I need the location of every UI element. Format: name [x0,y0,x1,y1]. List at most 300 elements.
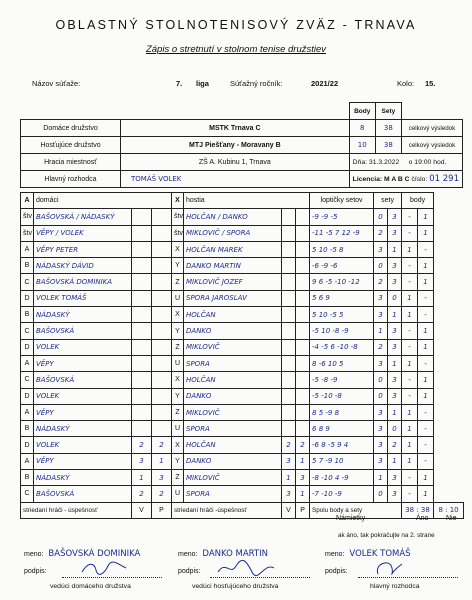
row-spacer [434,437,464,453]
row-sets-away: 3 [388,274,402,290]
row-spacer [434,404,464,420]
row-points-home: - [402,372,418,388]
objections-label: Námietky [336,515,366,522]
table-row [21,470,464,486]
row-sets-away: 0 [388,290,402,306]
row-away-letter: štv [172,225,184,241]
row-home-sub-p [152,241,172,257]
row-away-player: MIKLOVIČ JOZEF [184,274,282,290]
row-away-player: DANKO MARTIN [184,258,282,274]
row-home-sub-v [132,339,152,355]
row-sets-away: 1 [388,307,402,323]
total-label: Spolu body a sety [310,502,402,518]
row-set-balls: -5 10 -8 -9 [310,323,374,339]
row-away-sub-p [296,339,310,355]
row-sets-away: 1 [388,241,402,257]
row-sets-away: 1 [388,404,402,420]
row-spacer [434,470,464,486]
row-away-sub-v [282,290,296,306]
row-sets-away: 3 [388,388,402,404]
home-substitutes-label: striedaní hráči - úspešnosť [21,502,132,518]
table-row [21,258,464,274]
row-points-away: - [418,404,434,420]
row-set-balls: -5 -8 -9 [310,372,374,388]
row-home-sub-v [132,274,152,290]
row-home-sub-v [132,372,152,388]
row-away-sub-p [296,388,310,404]
row-away-sub-v: 1 [282,470,296,486]
away-signature-line [210,577,310,578]
row-home-player: VĚPY [34,355,132,371]
row-sets-home: 3 [374,241,388,257]
row-home-sub-v [132,209,152,225]
row-away-sub-v [282,388,296,404]
row-spacer [434,372,464,388]
row-home-sub-p [152,307,172,323]
row-sets-home: 3 [374,307,388,323]
row-sets-away: 1 [388,453,402,469]
row-home-sub-p: 2 [152,486,172,502]
row-points-home: - [402,258,418,274]
row-spacer [434,307,464,323]
table-row [21,274,464,290]
row-home-sub-p [152,258,172,274]
row-home-letter: štv [21,225,34,241]
away-body-score: 10 [349,137,375,154]
row-sets-away: 3 [388,225,402,241]
row-away-sub-v [282,355,296,371]
row-home-player: BAŠOVSKÁ [34,372,132,388]
row-spacer [434,486,464,502]
row-home-letter: A [21,355,34,371]
row-away-letter: Z [172,339,184,355]
row-home-player: VĚPY [34,404,132,420]
competition-meta [0,79,472,91]
row-home-sub-v: 3 [132,453,152,469]
row-away-sub-p [296,209,310,225]
row-sets-home: 3 [374,290,388,306]
row-away-sub-v [282,258,296,274]
col-balls-header: loptičky setov [310,193,374,209]
row-away-letter: X [172,307,184,323]
row-set-balls: 5 7 -9 10 [310,453,374,469]
row-points-away: 1 [418,258,434,274]
date-label: Dňa: [352,158,368,166]
row-home-player: BAŠOVSKÁ [34,323,132,339]
row-away-sub-p [296,274,310,290]
row-set-balls: 9 6 -5 -10 -12 [310,274,374,290]
row-spacer [434,421,464,437]
row-spacer [434,339,464,355]
row-set-balls: 6 8 9 [310,421,374,437]
table-row [21,307,464,323]
row-points-home: - [402,225,418,241]
table-row [21,437,464,453]
referee-role: hlavný rozhodca [370,583,420,590]
row-spacer [434,290,464,306]
row-sets-home: 3 [374,421,388,437]
row-sets-home: 2 [374,339,388,355]
row-points-away: 1 [418,274,434,290]
row-home-sub-p [152,404,172,420]
row-points-away: - [418,355,434,371]
row-points-away: 1 [418,209,434,225]
total-sets: 38 : 38 [402,502,434,518]
row-home-sub-v: 2 [132,437,152,453]
row-set-balls: -6 -9 -6 [310,258,374,274]
row-away-letter: Y [172,388,184,404]
table-row [21,225,464,241]
table-row [21,355,464,371]
referee-label: Hlavný rozhodca [21,171,121,188]
row-away-letter: X [172,241,184,257]
row-home-sub-v [132,241,152,257]
row-spacer [434,209,464,225]
date-time-cell [349,154,462,171]
row-away-sub-p [296,307,310,323]
row-points-away: 1 [418,339,434,355]
row-away-player: DANKO [184,323,282,339]
row-away-sub-p [296,355,310,371]
row-home-player: NÁDASKÝ [34,470,132,486]
row-home-letter: C [21,486,34,502]
table-row [21,241,464,257]
home-leader-role: vedúci domáceho družstva [50,583,131,590]
away-signature-scribble [216,558,276,578]
row-away-sub-p [296,404,310,420]
row-home-player: VĚPY / VOLEK [34,225,132,241]
row-sets-home: 1 [374,323,388,339]
row-away-letter: X [172,372,184,388]
row-away-player: HOLČAN [184,372,282,388]
row-points-home: - [402,339,418,355]
row-points-away: - [418,241,434,257]
row-home-letter: C [21,372,34,388]
row-home-sub-v: 2 [132,486,152,502]
row-points-away: - [418,421,434,437]
row-home-letter: D [21,290,34,306]
row-set-balls: -8 -10 4 -9 [310,470,374,486]
home-team-name: MSTK Trnava C [121,120,350,137]
row-home-letter: B [21,470,34,486]
row-points-away: 1 [418,470,434,486]
row-away-sub-v: 3 [282,486,296,502]
row-away-player: SPORA [184,421,282,437]
table-row [21,290,464,306]
row-home-sub-p [152,355,172,371]
row-away-sub-v [282,339,296,355]
row-home-sub-v [132,258,152,274]
row-points-away: 1 [418,225,434,241]
row-sets-home: 0 [374,209,388,225]
row-spacer [434,388,464,404]
away-leader-role: vedúci hosťujúceho družstva [192,583,279,590]
row-away-player: HOLČAN MAREK [184,241,282,257]
table-row [21,209,464,225]
row-away-letter: U [172,355,184,371]
col-x-header: X [172,193,184,209]
row-away-sub-p [296,323,310,339]
row-sets-home: 0 [374,388,388,404]
row-home-player: NÁDASKÝ [34,421,132,437]
row-away-player: MIKLOVIČ [184,404,282,420]
col-points-header: body [402,193,434,209]
row-home-letter: B [21,307,34,323]
row-home-player: VOLEK [34,339,132,355]
row-points-home: - [402,274,418,290]
row-away-sub-v: 3 [282,453,296,469]
row-points-home: - [402,388,418,404]
away-team-label: Hosťujúce družstvo [21,137,121,154]
row-home-sub-p: 3 [152,470,172,486]
match-rows [21,209,464,502]
referee-name: TOMÁŠ VOLEK [121,171,350,188]
row-away-letter: Z [172,470,184,486]
row-sets-away: 1 [388,355,402,371]
row-points-home: - [402,209,418,225]
row-points-home: 1 [402,241,418,257]
row-points-home: 1 [402,421,418,437]
row-away-player: HOLČAN / DANKO [184,209,282,225]
row-home-letter: B [21,258,34,274]
row-away-sub-v [282,225,296,241]
row-away-player: MIKLOVIČ [184,339,282,355]
row-home-letter: D [21,437,34,453]
row-away-letter: U [172,486,184,502]
row-home-sub-p [152,339,172,355]
objections-no[interactable]: Nie [446,515,457,522]
table-row [21,388,464,404]
row-points-home: - [402,323,418,339]
row-home-sub-v [132,404,152,420]
row-away-player: SPORA JAROSLAV [184,290,282,306]
away-team-name: MTJ Piešťany - Moravany B [121,137,350,154]
row-away-letter: Y [172,323,184,339]
row-home-letter: A [21,404,34,420]
row-home-letter: D [21,388,34,404]
row-points-away: - [418,307,434,323]
row-home-sub-v [132,355,152,371]
home-signature-line [62,577,162,578]
row-sets-home: 3 [374,437,388,453]
row-away-sub-v [282,209,296,225]
row-home-player: NÁDASKÝ DÁVID [34,258,132,274]
form-subtitle: Zápis o stretnutí v stolnom tenise družstiev [145,44,327,55]
col-a-header: A [21,193,34,209]
round-label: Kolo: [397,79,415,88]
row-set-balls: -11 -5 7 12 -9 [310,225,374,241]
licence-label: Licencia: [352,176,383,183]
venue-label: Hracia miestnosť [21,154,121,171]
row-home-sub-p [152,421,172,437]
away-leader-name-label: meno: [178,551,198,558]
row-spacer [434,274,464,290]
row-points-home: 1 [402,307,418,323]
row-home-player: BAŠOVSKÁ / NÁDASKÝ [34,209,132,225]
row-home-sub-p [152,388,172,404]
home-total-label: celkový výsledok [401,120,462,137]
row-points-home: 1 [402,437,418,453]
round-value: 15. [425,79,436,88]
row-home-sub-v [132,307,152,323]
row-spacer [434,258,464,274]
licence-cell [349,171,462,188]
match-results-table [20,192,464,519]
home-leader-name: BAŠOVSKÁ DOMINIKA [48,549,141,559]
row-set-balls: -7 -10 -9 [310,486,374,502]
row-points-home: - [402,470,418,486]
row-away-sub-p [296,241,310,257]
row-set-balls: 5 10 -5 5 [310,307,374,323]
row-home-sub-v [132,290,152,306]
row-away-sub-v [282,372,296,388]
row-home-player: BAŠOVSKÁ [34,486,132,502]
home-sety-score: 38 [375,120,401,137]
row-points-away: 1 [418,486,434,502]
row-points-home: 1 [402,404,418,420]
row-away-letter: X [172,437,184,453]
home-leader-name-row [24,549,164,559]
table-row [21,404,464,420]
row-home-player: VĚPY [34,453,132,469]
away-substitutes-label: striedaní hráči -úspešnosť [172,502,282,518]
row-points-away: 1 [418,323,434,339]
time-label: o [408,158,413,166]
row-home-sub-p [152,323,172,339]
row-sets-home: 3 [374,355,388,371]
row-away-sub-p [296,290,310,306]
time-value: 19:00 [414,158,432,166]
row-away-letter: štv [172,209,184,225]
table-row [21,372,464,388]
row-sets-away: 0 [388,421,402,437]
row-sets-away: 3 [388,339,402,355]
row-away-letter: Z [172,274,184,290]
row-away-sub-v [282,421,296,437]
row-home-sub-v: 1 [132,470,152,486]
home-signature-scribble [80,560,130,576]
away-signature-label: podpis: [178,568,201,575]
row-set-balls: 5 6 9 [310,290,374,306]
row-away-letter: Y [172,453,184,469]
competition-label: Názov súťaže: [32,79,81,88]
row-away-sub-v [282,404,296,420]
row-away-player: SPORA [184,355,282,371]
away-total-label: celkový výsledok [401,137,462,154]
home-body-score: 8 [349,120,375,137]
date-value: 31.3.2022 [368,158,400,166]
season-value: 2021/22 [311,79,339,88]
row-away-sub-p [296,372,310,388]
table-row [21,421,464,437]
body-header: Body [349,103,375,120]
row-points-home: 1 [402,355,418,371]
home-signature-label: podpis: [24,568,47,575]
row-set-balls: -4 -5 6 -10 -8 [310,339,374,355]
row-sets-away: 3 [388,486,402,502]
row-sets-away: 2 [388,437,402,453]
row-home-letter: B [21,421,34,437]
away-p-label: P [296,502,310,518]
season-label: Súťažný ročník: [230,79,283,88]
row-home-letter: C [21,274,34,290]
cislo-label: číslo: [411,176,428,183]
home-p-label: P [152,502,172,518]
home-leader-name-label: meno: [24,551,44,558]
row-sets-away: 3 [388,258,402,274]
row-home-sub-v [132,388,152,404]
col-away-header: hostia [184,193,310,209]
col-sets-header: sety [374,193,402,209]
row-points-home: 1 [402,453,418,469]
row-spacer [434,453,464,469]
row-sets-home: 2 [374,225,388,241]
row-spacer [434,355,464,371]
row-home-letter: A [21,241,34,257]
row-home-sub-v [132,323,152,339]
row-away-sub-p: 1 [296,453,310,469]
table-row [21,339,464,355]
row-sets-home: 1 [374,470,388,486]
row-home-player: VOLEK [34,388,132,404]
row-away-sub-p [296,225,310,241]
row-away-player: MIKLOVIČ [184,470,282,486]
match-header-table [20,102,463,188]
row-sets-away: 3 [388,372,402,388]
row-home-sub-p [152,372,172,388]
row-sets-home: 2 [374,274,388,290]
row-away-sub-p: 3 [296,470,310,486]
licence-classes: M A B C [384,176,410,183]
row-set-balls: 5 10 -5 8 [310,241,374,257]
hours-label: hod. [433,158,447,166]
row-points-away: - [418,453,434,469]
row-home-letter: D [21,339,34,355]
row-home-player: VOLEK TOMÁŠ [34,290,132,306]
row-home-sub-p [152,209,172,225]
row-spacer [434,241,464,257]
row-away-sub-v [282,274,296,290]
row-away-sub-p: 2 [296,437,310,453]
row-sets-home: 0 [374,372,388,388]
total-points: 8 : 10 [434,502,464,518]
row-home-sub-p [152,225,172,241]
row-away-sub-p: 1 [296,486,310,502]
row-sets-home: 0 [374,258,388,274]
row-home-sub-v [132,225,152,241]
row-sets-home: 3 [374,404,388,420]
row-away-sub-v [282,241,296,257]
row-away-player: DANKO [184,388,282,404]
row-points-away: 1 [418,372,434,388]
row-away-letter: Y [172,258,184,274]
league-word: liga [196,79,209,88]
objections-yes[interactable]: Áno [416,515,429,522]
row-away-letter: U [172,290,184,306]
row-away-letter: Z [172,404,184,420]
referee-name-label: meno: [325,551,345,558]
league-number: 7. [176,79,183,88]
row-away-player: DANKO [184,453,282,469]
sety-header: Sety [375,103,401,120]
row-home-sub-v [132,421,152,437]
row-sets-away: 3 [388,209,402,225]
row-set-balls: -9 -9 -5 [310,209,374,225]
row-points-away: - [418,290,434,306]
home-team-label: Domáce družstvo [21,120,121,137]
row-away-sub-v [282,323,296,339]
referee-signature-label: podpis: [325,568,348,575]
